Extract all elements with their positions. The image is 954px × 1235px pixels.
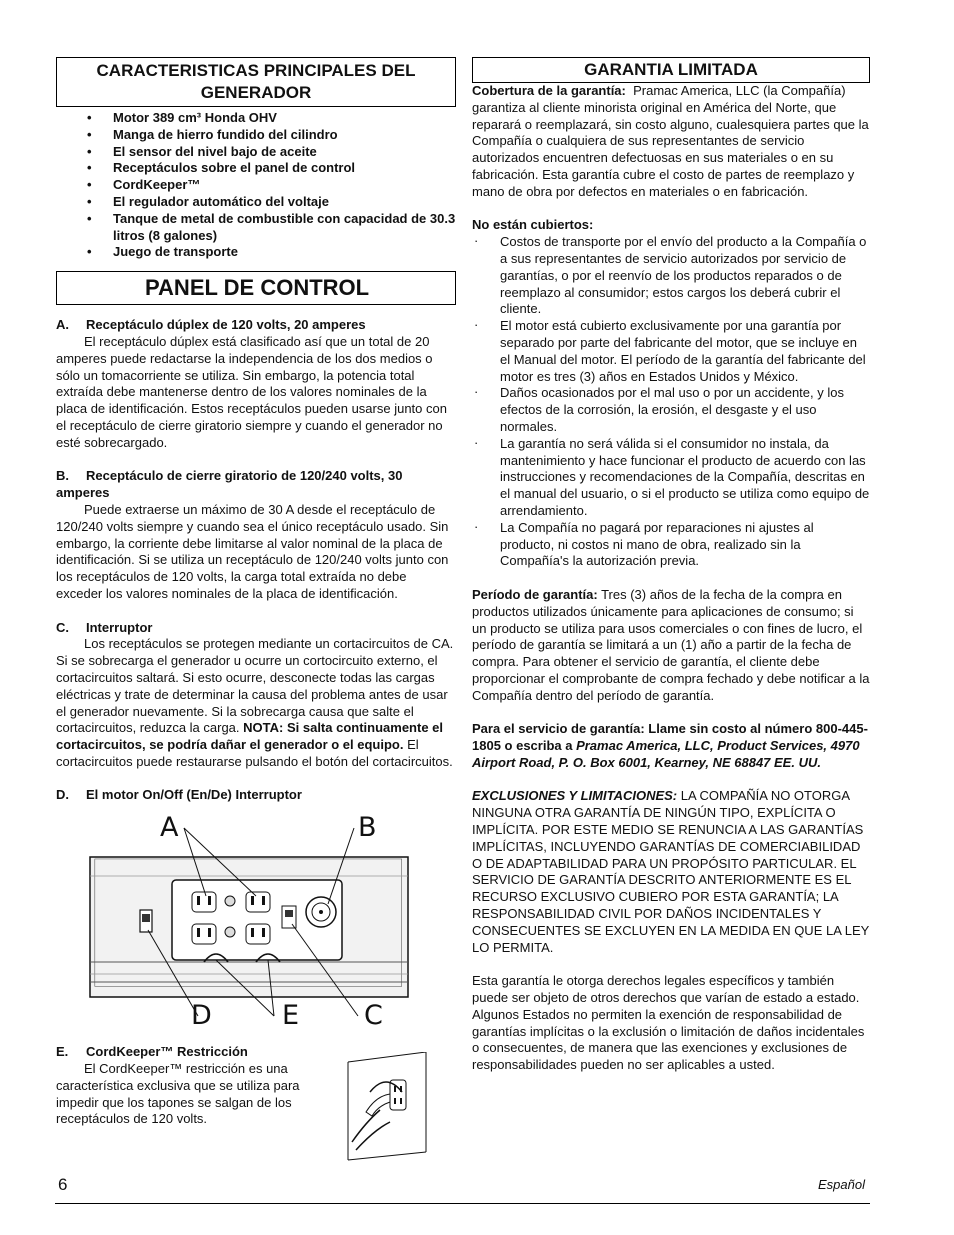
section-letter: B. xyxy=(56,468,69,484)
not-covered-label: No están cubiertos: xyxy=(472,217,594,233)
list-item: • Juego de transporte xyxy=(56,244,456,261)
section-body: El CordKeeper™ restricción es una característica exclusiva que se utiliza para impedir que los tapones se salgan de los receptáculos de 120 volts. xyxy=(56,1061,300,1127)
period-paragraph xyxy=(472,587,870,705)
section-letter: C. xyxy=(56,619,69,635)
features-title: CARACTERISTICAS PRINCIPALES DEL GENERADOR xyxy=(56,57,456,107)
section-note: NOTA: Si salta continuamente el cortacircuitos, se podría dañar el generador o el equipo. xyxy=(56,720,444,753)
language-label: Español xyxy=(818,1177,865,1192)
right-column xyxy=(472,57,870,1074)
figure-label-d: D xyxy=(191,1000,212,1032)
exclusions-body: LA COMPAÑÍA NO OTORGA NINGUNA OTRA GARANTÍA DE NINGÚN TIPO, EXPLÍCITA O IMPLÍCITA. POR ESTE MEDIO SE RENUNCIA A LAS GARANTÍAS IMPLÍCITAS, INCLUYENDO GARANTÍAS DE COMERCIABILIDAD O DE ADAPTABILIDAD PARA UN PROPÓSITO PARTICULAR. EL SERVICIO DE GARANTÍA DESCRITO ANTERIORMENTE ES EL RECURSO EXCLUSIVO CUBIERO POR ESTA GARANTÍA; LA RESPONSABILIDAD CIVIL POR DAÑOS INCIDENTALES Y CONSECUENTES SE EXCLUYEN EN LA MEDIDA EN QUE LA LEY LO PERMITA. xyxy=(472,788,870,955)
period-label: Período de garantía: xyxy=(472,586,598,602)
list-item: · Costos de transporte por el envío del producto a la Compañía o a sus representantes de servicio autorizados por servicio de garantías, o por el reenvío de los productos reparados o de reemplazo al consumidor; estos cargos los deberá cubrir el cliente. xyxy=(472,234,870,318)
page-number: 6 xyxy=(58,1175,68,1194)
footer-rule xyxy=(55,1203,870,1204)
figure-label-a: A xyxy=(160,812,179,844)
section-title: El motor On/Off (En/De) Interruptor xyxy=(86,787,302,803)
coverage-label: Cobertura de la garantía: xyxy=(472,83,626,98)
list-item: · La Compañía no pagará por reparaciones ni ajustes al producto, ni costos ni mano de obra, realizado sin la Compañía's la autorización previa. xyxy=(472,520,870,570)
section-tail: El cortacircuitos puede restaurarse pulsando el botón del cortacircuitos. xyxy=(56,737,453,769)
section-d xyxy=(56,787,456,804)
exclusions-paragraph xyxy=(472,788,870,956)
coverage-body: Pramac America, LLC (la Compañía) garantiza al cliente minorista original en América del Norte, que reparará o reemplazará, sin costo alguno, cualesquiera partes que la Compañía o cualquiera de sus representantes de servicio autorizados encuentren defectuosas en sus materiales o en su fabricación. Esta garantía cubre el costo de partes de reemplazo y mano de obra por defectos en materiales o en fabricación. xyxy=(472,83,869,199)
control-panel-illustration xyxy=(56,812,456,1034)
list-item: • El regulador automático del voltaje xyxy=(56,194,456,211)
exclusions-label: EXCLUSIONES Y LIMITACIONES: xyxy=(472,788,678,804)
section-letter: E. xyxy=(56,1044,69,1060)
list-item: • Motor 389 cm³ Honda OHV xyxy=(56,110,456,127)
warranty-title: GARANTIA LIMITADA xyxy=(472,57,870,83)
period-body: Tres (3) años de la fecha de la compra en productos utilizados únicamente para aplicaciones de consumo; si un producto se utiliza para usos comerciales o con fines de lucro, el período de garantía se limitará a un (1) año a partir de la fecha de compra. Para obtener el servicio de garantía, el cliente debe proporcionar el comprobante de compra fechado y debe notificar a la Compañía dentro del período de garantía. xyxy=(472,586,870,703)
figure-label-b: B xyxy=(358,812,377,844)
list-item: · La garantía no será válida si el consumidor no instala, da mantenimiento y hace funcionar el producto de acuerdo con las instrucciones y recomendaciones de la Compañía, descritas en el manual del usuario, o si el producto se utiliza como equipo de arrendamiento. xyxy=(472,436,870,520)
service-text: Para el servicio de garantía: Llame sin costo al número 800-445-1805 o escriba a xyxy=(472,721,868,754)
rights-paragraph: Esta garantía le otorga derechos legales específicos y también puede ser objeto de otros derechos que varían de estado a estado. Algunos Estados no permiten la exención de responsabilidad de garantías implícitas o la exclusión o limitación de daños incidentales o consecuentes, de manera que las exenciones y exclusiones de responsabilidades pueden no ser aplicables a usted. xyxy=(472,973,865,1073)
section-letter: A. xyxy=(56,317,69,333)
coverage-paragraph xyxy=(472,83,870,201)
section-body: Los receptáculos se protegen mediante un cortacircuitos de CA. Si se sobrecarga el generador u ocurre un cortocircuito externo, el cortacircuitos saltará. Si esto ocurre, desconecte todas las cargas eléctricas y trate de determinar la causa del problema antes de usar el generador nuevamente. Si la sobrecarga causa que salte el cortacircuitos, reduzca la carga. xyxy=(56,636,454,736)
section-body: El receptáculo dúplex está clasificado así que un total de 20 amperes puede redactarse la independencia de los dos medios o sólo un tomacorriente se utiliza. Sin embargo, la potencia total extraída debe mantenerse dentro de los valores nominales de la placa de identificación. Estos receptáculos pueden usarse junto con el receptáculo de cierre giratorio siempre y cuando el generador no esté sobrecargado. xyxy=(56,333,447,450)
section-a xyxy=(56,317,456,451)
list-item: · El motor está cubierto exclusivamente por una garantía por separado por parte del fabricante del motor, que se incluye en el Manual del motor. El período de la garantía del fabricante del motor es tres (3) años en Estados Unidos y México. xyxy=(472,318,870,385)
section-title: Receptáculo dúplex de 120 volts, 20 amperes xyxy=(86,317,366,333)
cordkeeper-illustration xyxy=(346,1052,428,1162)
list-item: • El sensor del nivel bajo de aceite xyxy=(56,144,456,161)
list-item: • Tanque de metal de combustible con capacidad de 30.3 litros (8 galones) xyxy=(56,211,456,245)
list-item: • Receptáculos sobre el panel de control xyxy=(56,160,456,177)
left-column xyxy=(56,57,456,1128)
figure-label-c: C xyxy=(364,1000,383,1032)
section-title: Interruptor xyxy=(86,619,153,635)
service-address: Pramac America, LLC, Product Services, 4970 Airport Road, P. O. Box 6001, Kearney, NE 68847 EE. UU. xyxy=(472,738,860,770)
panel-title: PANEL DE CONTROL xyxy=(56,271,456,305)
section-c xyxy=(56,620,456,771)
section-title: Receptáculo de cierre giratorio de 120/240 volts, 30 amperes xyxy=(56,468,403,501)
list-item: • Manga de hierro fundido del cilindro xyxy=(56,127,456,144)
section-title: CordKeeper™ Restricción xyxy=(86,1044,248,1060)
section-letter: D. xyxy=(56,787,69,803)
not-covered-list xyxy=(472,234,870,570)
control-panel-figure xyxy=(56,812,456,1034)
list-item: · Daños ocasionados por el mal uso o por un accidente, y los efectos de la corrosión, la erosión, el desgaste y el uso normales. xyxy=(472,385,870,435)
section-body: Puede extraerse un máximo de 30 A desde el receptáculo de 120/240 volts siempre y cuando sea el único receptáculo usado. Sin embargo, la corriente debe limitarse al valor nominal de la placa de identificación. Si se utiliza un receptáculo de 120/240 volts junto con los receptáculos de 120 volts, la carga total extraída no debe exceder los valores nominales de la placa de identificación. xyxy=(56,501,449,601)
not-covered-section xyxy=(472,217,870,570)
section-e xyxy=(56,1044,456,1128)
service-paragraph xyxy=(472,721,870,771)
section-b xyxy=(56,468,456,602)
features-list xyxy=(56,110,456,261)
figure-label-e: E xyxy=(282,1000,300,1032)
list-item: • CordKeeper™ xyxy=(56,177,456,194)
